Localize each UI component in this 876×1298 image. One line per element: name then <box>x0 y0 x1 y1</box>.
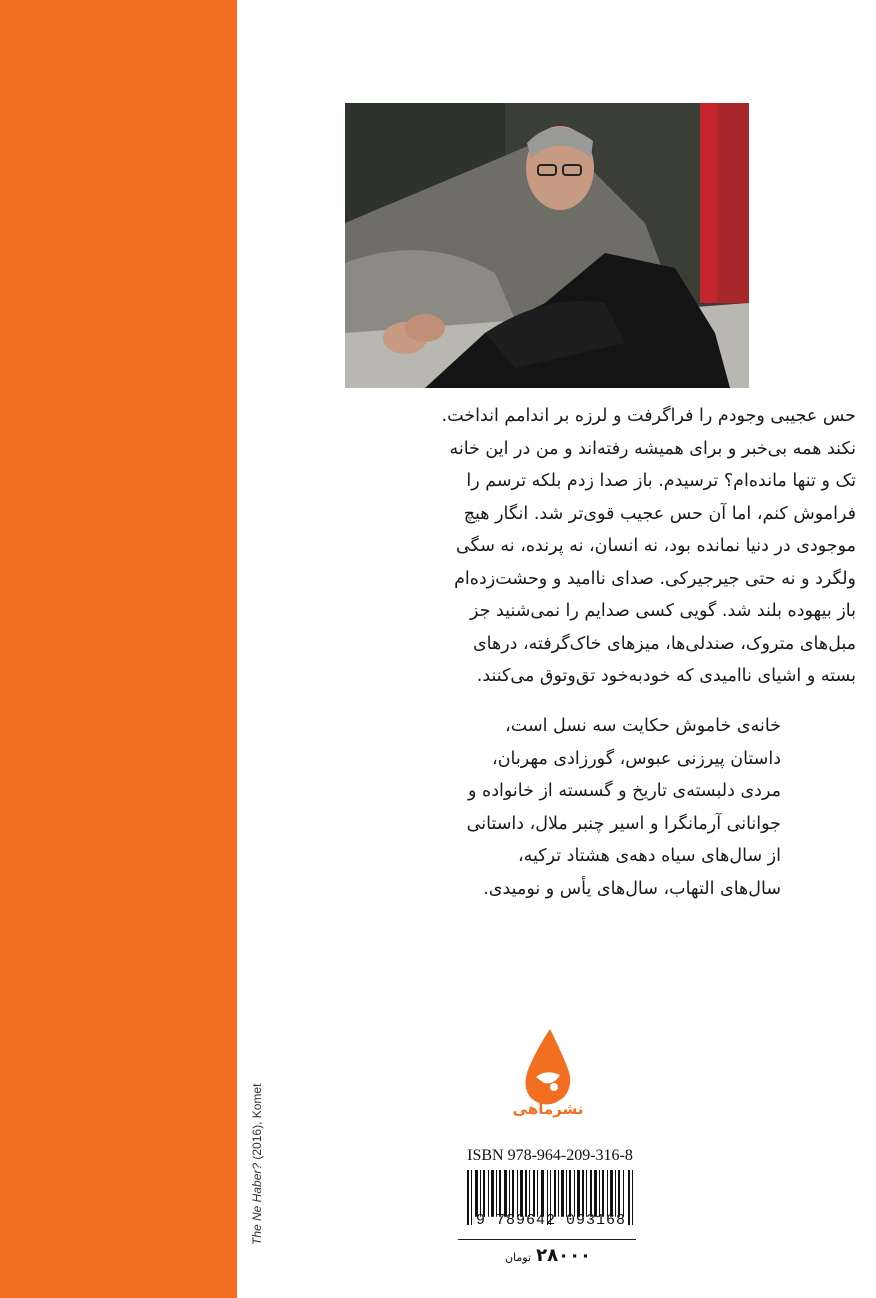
author-portrait <box>345 103 749 388</box>
synopsis-line: از سال‌های سیاه دهه‌ی هشتاد ترکیه، <box>517 846 781 866</box>
excerpt-line: موجودی در دنیا نمانده بود، نه انسان، نه پرنده، نه سگی <box>455 536 856 556</box>
spine-color-band <box>0 0 237 1298</box>
excerpt-line: حس عجیبی وجودم را فراگرفت و لرزه بر اندامم انداخت. <box>441 406 856 426</box>
price-currency: تومان <box>504 1251 532 1264</box>
synopsis-line: داستان پیرزنی عبوس، گورزادی مهربان، <box>492 748 781 769</box>
excerpt-line: فراموش کنم، اما آن حس عجیب قوی‌تر شد. انگار هیچ <box>463 503 856 524</box>
isbn-label: ISBN 978-964-209-316-8 <box>467 1147 633 1164</box>
portrait-illustration <box>345 103 749 388</box>
excerpt-line: تک و تنها مانده‌ام؟ ترسیدم. باز صدا زدم بلکه ترسم را <box>466 471 856 491</box>
price-amount: ۲۸۰۰۰ <box>536 1245 592 1266</box>
excerpt-line: مبل‌های متروک، صندلی‌ها، میزهای خاک‌گرفته، درهای <box>472 633 856 654</box>
synopsis-line: خانه‌ی خاموش حکایت سه نسل است، <box>505 716 781 736</box>
excerpt-line: باز بیهوده بلند شد. گویی کسی صدایم را نمی‌شنید جز <box>469 601 856 621</box>
divider <box>458 1239 636 1240</box>
excerpt-line: ولگرد و نه حتی جیرجیرکی. صدای ناامید و وحشت‌زده‌ام <box>454 568 856 589</box>
price <box>460 1245 636 1266</box>
synopsis-paragraph <box>311 710 781 905</box>
original-title-year: (2016), Komet <box>250 1083 264 1163</box>
original-title: The Ne Haber? <box>250 1162 264 1245</box>
excerpt-paragraph <box>336 400 856 693</box>
synopsis-line: سال‌های التهاب، سال‌های یأس و نومیدی. <box>483 878 781 899</box>
original-title-credit <box>250 1075 270 1275</box>
publisher-name: نشرماهی <box>512 1100 584 1118</box>
excerpt-line: بسته و اشیای ناامیدی که خودبه‌خود تق‌وتوق می‌کنند. <box>476 666 856 686</box>
barcode-digits: 9 789642 093168 <box>475 1212 627 1229</box>
synopsis-line: مردی دلبسته‌ی تاریخ و گسسته از خانواده و <box>468 781 781 801</box>
synopsis-line: جوانانی آرمانگرا و اسیر چنبر ملال، داستانی <box>466 813 781 834</box>
excerpt-line: نکند همه بی‌خبر و برای همیشه رفته‌اند و من در این خانه <box>449 438 856 459</box>
